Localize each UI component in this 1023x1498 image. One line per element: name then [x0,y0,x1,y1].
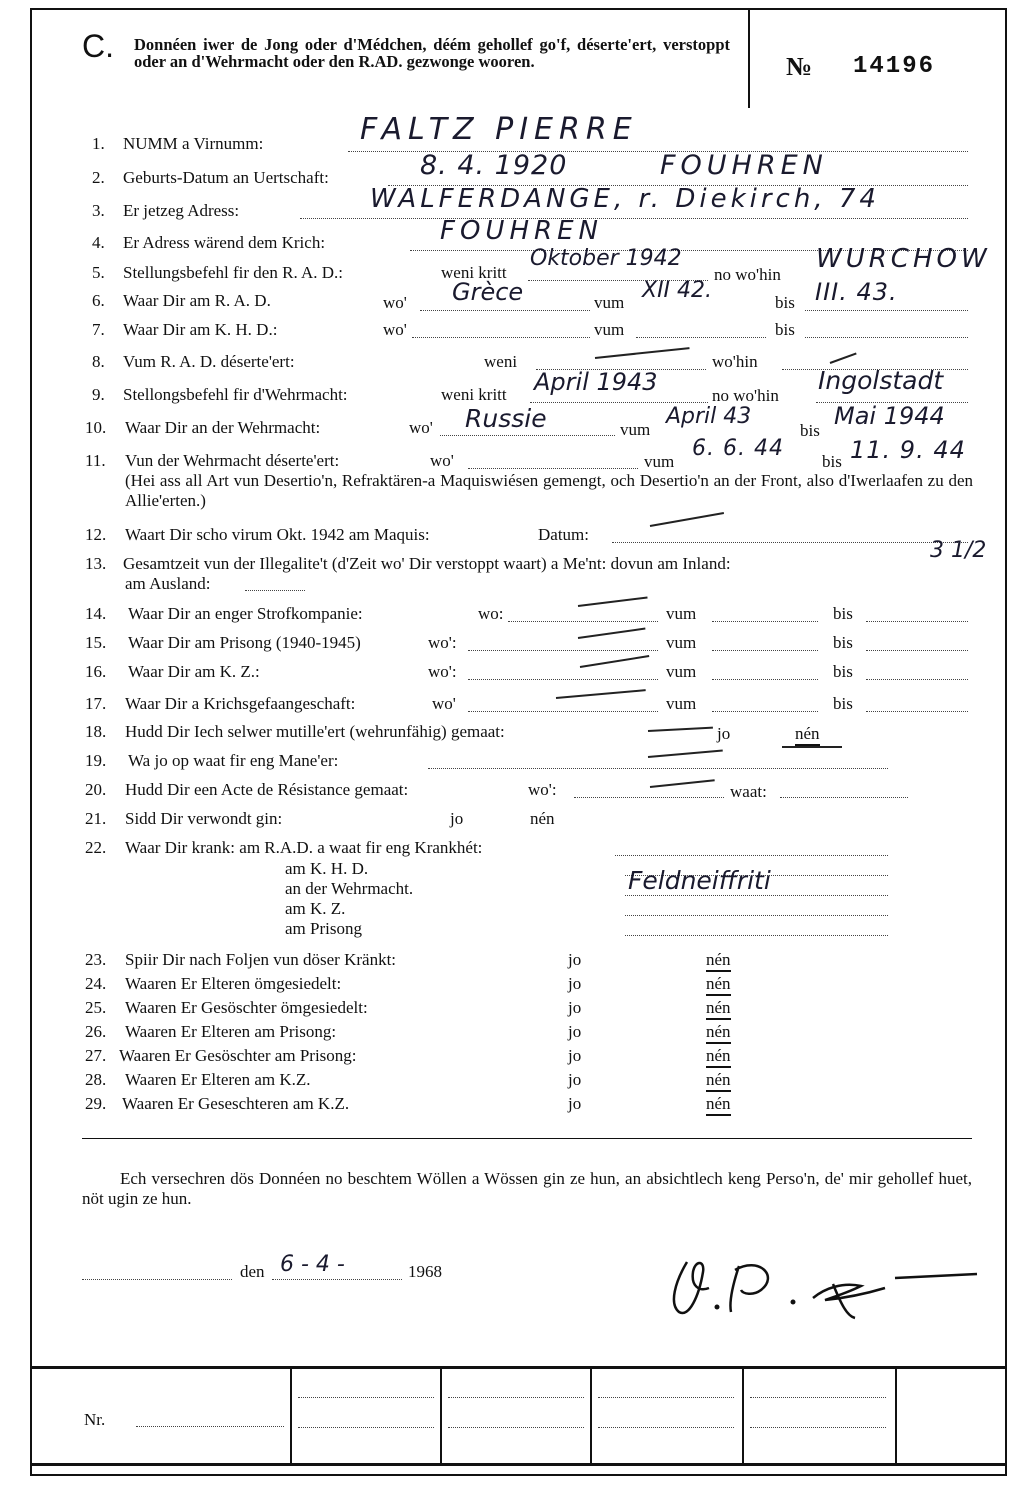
answer-birth-date: 8. 4. 1920 [420,150,568,181]
row-number: 2. [92,168,105,187]
label-bis: bis [833,694,853,713]
row-label: Waaren Er Elteren am Prisong: [125,1022,337,1041]
row-number: 23. [85,950,107,969]
answer-line[interactable] [712,679,818,680]
table-cell-line[interactable] [598,1397,734,1398]
answer-line[interactable] [712,650,818,651]
label-vum: vum [666,694,697,713]
row-number: 25. [85,998,107,1017]
label-den: den [240,1262,265,1281]
row-number: 4. [92,233,105,252]
label-jo: jo [717,724,731,743]
label-wo: wo': [428,633,457,652]
answer-wm-order-when: April 1943 [534,368,658,396]
answer-wm-order-where: Ingolstadt [818,366,944,395]
answer-line[interactable] [612,542,968,543]
table-col-rule [895,1366,897,1464]
row-label: Er Adress wärend dem Krich: [123,233,326,252]
answer-line[interactable] [468,468,638,469]
strike-dash [578,596,648,607]
label-vum: vum [594,293,625,312]
label-vum: vum [620,420,651,439]
answer-line[interactable] [625,895,888,896]
label-bis: bis [833,662,853,681]
signature [665,1252,985,1324]
label-wohin: wo'hin [712,352,758,371]
row-label: Vum R. A. D. déserte'ert: [123,352,295,371]
answer-line[interactable] [780,797,908,798]
row-label: Waaren Er Gesöschter ömgesiedelt: [125,998,368,1017]
row-number: 9. [92,385,105,404]
label-wo: wo: [478,604,504,623]
label-jo: jo [568,974,582,993]
label-vum: vum [666,633,697,652]
strike-dash [830,352,857,363]
label-wo: wo' [432,694,456,713]
row-number: 10. [85,418,107,437]
number-symbol: № [786,52,813,81]
row-number: 7. [92,320,105,339]
answer-illegal-inland: 3 1/2 [930,538,987,563]
strike-dash [648,749,723,758]
illness-sub-3: am K. Z. [285,899,346,918]
row-label: Sidd Dir verwondt gin: [125,809,283,828]
row-label: Hudd Dir Iech selwer mutille'ert (wehrunfähig) gemaat: [125,722,505,741]
label-jo: jo [568,1070,582,1089]
table-top-rule [30,1366,1007,1369]
label-bis: bis [833,604,853,623]
answer-illness: Feldneiffriti [628,866,771,895]
answer-line[interactable] [625,935,888,936]
strike-dash [648,727,713,732]
row-label: Waar Dir am K. Z.: [128,662,260,681]
row-number: 16. [85,662,107,681]
label-jo: jo [568,1022,582,1041]
label-jo: jo [450,809,464,828]
label-waat: waat: [730,782,767,801]
row-number: 18. [85,722,107,741]
illness-sub-1: am K. H. D. [285,859,369,878]
table-cell-line[interactable] [298,1427,434,1428]
label-bis: bis [833,633,853,652]
strike-dash [650,512,724,527]
label-bis: bis [775,320,795,339]
answer-nen-selected[interactable]: nén [795,724,820,746]
label-vum: vum [644,452,675,471]
row-label: Gesamtzeit vun der Illegalite't (d'Zeit wo' Dir verstoppt waart) a Me'nt: dovun am Inland: [123,554,731,573]
row-label: Er jetzeg Adress: [123,201,240,220]
row-label: Wa jo op waat fir eng Mane'er: [128,751,339,770]
row-number: 21. [85,809,107,828]
row-label: Waar Dir krank: am R.A.D. a waat fir eng Krankhét: [125,838,483,857]
row-label: Hudd Dir een Acte de Résistance gemaat: [125,780,409,799]
row-number: 8. [92,352,105,371]
answer-desert-to: 11. 9. 44 [850,436,966,464]
row-number: 24. [85,974,107,993]
row-label: Waaren Er Gesöschter am Prisong: [119,1046,357,1065]
header-intro: Donnéen iwer de Jong oder d'Médchen, déém gehollef go'f, déserte'ert, verstoppt oder an d'Wehrmacht oder den R.AD. gezwonge wooren. [134,35,730,71]
table-cell-line[interactable] [750,1397,886,1398]
answer-birth-place: FOUHREN [660,150,828,181]
strike-dash [595,347,690,359]
label-wo: wo' [430,451,454,470]
label-jo: jo [568,950,582,969]
row-label: NUMM a Virnumm: [123,134,264,153]
row-note: (Hei ass all Art vun Desertio'n, Refraktären-a Maquiswiésen gemengt, och Desertio'n an der Front, also d'Iwerlaafen zu den Allie'erten.) [125,471,973,510]
answer-line[interactable] [440,435,615,436]
label-no-wohin: no wo'hin [712,386,779,405]
label-nen[interactable]: nén [530,809,555,828]
row-number: 15. [85,633,107,652]
answer-line[interactable] [625,915,888,916]
right-rule [1005,8,1007,1476]
answer-line[interactable] [245,590,305,591]
answer-line[interactable] [712,711,818,712]
answer-wm-from: April 43 [666,404,752,429]
row-number: 29. [85,1094,107,1113]
row-label: Waaren Er Elteren ömgesiedelt: [125,974,342,993]
row-number: 17. [85,694,107,713]
row-number: 11. [85,451,106,470]
section-letter: C. [82,28,114,64]
answer-nen-selected[interactable]: nén [706,1046,731,1068]
row-label: Waar Dir a Krichsgefaangeschaft: [125,694,356,713]
table-cell-line[interactable] [750,1427,886,1428]
row-label: Waar Dir am Prisong (1940-1945) [128,633,361,652]
left-rule [30,8,32,1476]
label-bis: bis [800,421,820,440]
label-weni-kritt: weni kritt [441,263,507,282]
label-am-ausland: am Ausland: [125,574,211,593]
answer-nen-selected[interactable]: nén [706,1022,731,1044]
answer-sign-date: 6 - 4 - [280,1252,345,1277]
divider [82,1138,972,1139]
label-wo: wo' [409,418,433,437]
table-col-rule [440,1366,442,1464]
answer-line[interactable] [866,679,968,680]
row-label: Spiir Dir nach Foljen vun döser Kränkt: [125,950,397,969]
row-number: 28. [85,1070,107,1089]
label-weni-kritt: weni kritt [441,385,507,404]
table-bottom-rule [30,1463,1007,1466]
answer-line[interactable] [866,650,968,651]
label-wo: wo': [428,662,457,681]
label-datum: Datum: [538,525,589,544]
underline-mark [782,746,842,748]
row-number: 14. [85,604,107,623]
answer-line[interactable] [468,650,658,651]
answer-line[interactable] [615,855,888,856]
label-nr: Nr. [84,1410,106,1429]
row-number: 22. [85,838,107,857]
label-bis: bis [822,452,842,471]
answer-rad-to: III. 43. [815,278,898,306]
label-weni: weni [484,352,518,371]
answer-line[interactable] [428,768,888,769]
table-cell-line[interactable] [298,1397,434,1398]
row-number: 27. [85,1046,107,1065]
declaration-text: Ech versechren dös Donnéen no beschtem Wöllen a Wössen gin ze hun, an absichtlech keng Perso'n, de' mir gehollef huet, nöt ugin ze hun. [82,1169,972,1208]
nr-line[interactable] [136,1426,284,1427]
row-label: Waar Dir am K. H. D.: [123,320,278,339]
answer-line[interactable] [420,310,590,311]
answer-wm-to: Mai 1944 [834,402,945,430]
label-jo: jo [568,1094,582,1113]
answer-name: FALTZ PIERRE [360,112,638,147]
table-cell-line[interactable] [448,1397,584,1398]
label-wo: wo' [383,320,407,339]
top-rule [30,8,1005,10]
row-label: Waart Dir scho virum Okt. 1942 am Maquis: [125,525,430,544]
answer-nen-selected[interactable]: nén [706,974,731,996]
table-col-rule [590,1366,592,1464]
row-label: Waar Dir am R. A. D. [123,291,271,310]
answer-nen-selected[interactable]: nén [706,998,731,1020]
date-line[interactable] [272,1279,402,1280]
answer-rad-from: XII 42. [642,278,713,303]
answer-rad-order-where: WURCHOW [816,244,991,274]
row-label: Waaren Er Elteren am K.Z. [125,1070,311,1089]
row-number: 26. [85,1022,107,1041]
label-wo: wo' [383,293,407,312]
label-wo: wo': [528,780,557,799]
row-label: Stellongsbefehl fir d'Wehrmacht: [123,385,348,404]
strike-dash [580,655,649,668]
answer-rad-order-when: Oktober 1942 [530,246,682,271]
answer-line[interactable] [636,337,766,338]
answer-line[interactable] [530,402,708,403]
table-col-rule [290,1366,292,1464]
form-number: 14196 [853,53,936,80]
row-label: Waar Dir an enger Strofkompanie: [128,604,363,623]
answer-line[interactable] [805,337,968,338]
illness-sub-2: an der Wehrmacht. [285,879,414,898]
label-year: 1968 [408,1262,442,1281]
answer-address: WALFERDANGE, r. Diekirch, 74 [370,184,880,214]
row-number: 5. [92,263,105,282]
row-label: Vun der Wehrmacht déserte'ert: [125,451,340,470]
answer-line[interactable] [468,711,658,712]
row-number: 6. [92,291,105,310]
label-vum: vum [594,320,625,339]
header-divider [748,8,750,108]
answer-nen-selected[interactable]: nén [706,1094,731,1116]
answer-nen-selected[interactable]: nén [706,1070,731,1092]
row-number: 12. [85,525,107,544]
label-jo: jo [568,998,582,1017]
answer-line[interactable] [712,621,818,622]
label-vum: vum [666,604,697,623]
answer-line[interactable] [300,218,968,219]
answer-line[interactable] [412,337,590,338]
row-number: 3. [92,201,105,220]
strike-dash [650,779,715,788]
strike-dash [578,628,646,639]
answer-line[interactable] [866,711,968,712]
answer-rad-where: Grèce [452,278,524,306]
strike-dash [556,689,646,699]
row-label: Geburts-Datum an Uertschaft: [123,168,329,187]
row-label: Waaren Er Geseschteren am K.Z. [122,1094,350,1113]
illness-sub-4: am Prisong [285,919,362,938]
answer-line[interactable] [508,621,658,622]
bottom-rule [30,1474,1007,1476]
answer-wm-where: Russie [465,404,547,433]
answer-desert-from: 6. 6. 44 [692,436,784,461]
answer-line[interactable] [805,310,968,311]
label-bis: bis [775,293,795,312]
place-line[interactable] [82,1279,232,1280]
row-number: 13. [85,554,107,573]
row-number: 1. [92,134,105,153]
answer-war-address: FOUHREN [440,216,603,246]
row-label: Waar Dir an der Wehrmacht: [125,418,321,437]
answer-line[interactable] [468,679,658,680]
row-number: 20. [85,780,107,799]
label-jo: jo [568,1046,582,1065]
table-cell-line[interactable] [598,1427,734,1428]
row-number: 19. [85,751,107,770]
answer-line[interactable] [866,621,968,622]
table-col-rule [742,1366,744,1464]
answer-nen-selected[interactable]: nén [706,950,731,972]
label-vum: vum [666,662,697,681]
row-label: Stellungsbefehl fir den R. A. D.: [123,263,344,282]
answer-line[interactable] [574,797,724,798]
table-cell-line[interactable] [448,1427,584,1428]
label-no-wohin: no wo'hin [714,265,781,284]
